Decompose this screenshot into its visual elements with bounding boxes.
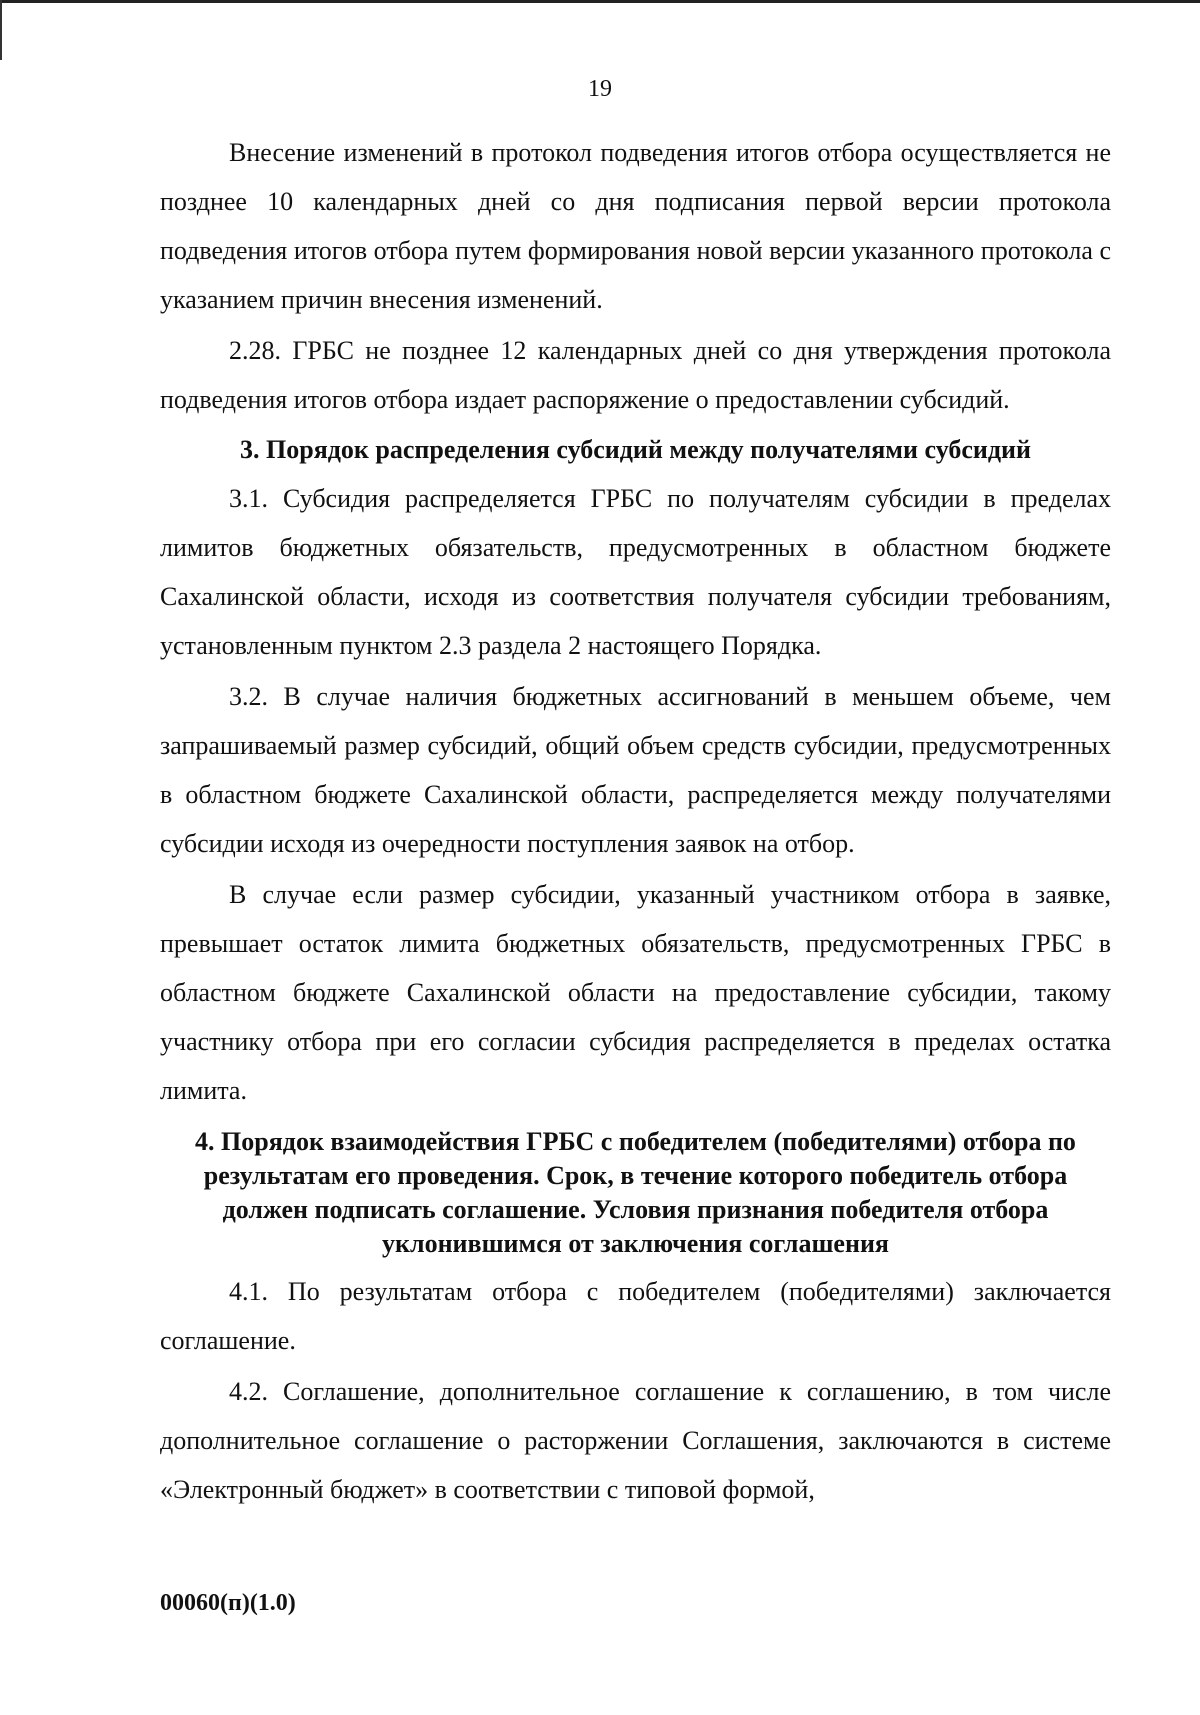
para-2-28: 2.28. ГРБС не позднее 12 календарных дней со дня утверждения протокола подведения итогов отбора издает распоряжение о предоставлении субсидий.	[160, 336, 1111, 414]
scan-edge-top	[0, 0, 1200, 3]
para-4-1: 4.1. По результатам отбора с победителем (победителями) заключается соглашение.	[160, 1277, 1111, 1355]
document-body	[160, 128, 1111, 1516]
page-number: 19	[588, 76, 612, 102]
para-3-2: 3.2. В случае наличия бюджетных ассигнований в меньшем объеме, чем запрашиваемый размер субсидий, общий объем средств субсидии, предусмотренных в областном бюджете Сахалинской области, распределяется между получателями субсидии исходя из очередности поступления заявок на отбор.	[160, 682, 1111, 858]
para-4-2: 4.2. Соглашение, дополнительное соглашение к соглашению, в том числе дополнительное соглашение о расторжении Соглашения, заключаются в системе «Электронный бюджет» в соответствии с типовой формой,	[160, 1377, 1111, 1504]
para-3-2-limit: В случае если размер субсидии, указанный участником отбора в заявке, превышает остаток лимита бюджетных обязательств, предусмотренных ГРБС в областном бюджете Сахалинской области на предоставление субсидии, такому участнику отбора при его согласии субсидия распределяется в пределах остатка лимита.	[160, 880, 1111, 1105]
heading-section-4: 4. Порядок взаимодействия ГРБС с победителем (победителями) отбора по результатам его проведения. Срок, в течение которого победитель отбора должен подписать соглашение. Условия признания победителя отбора уклонившимся от заключения соглашения	[195, 1127, 1076, 1258]
footer-document-code: 00060(п)(1.0)	[160, 1590, 296, 1616]
scan-edge-left	[0, 0, 2, 60]
para-protocol-changes: Внесение изменений в протокол подведения итогов отбора осуществляется не позднее 10 календарных дней со дня подписания первой версии протокола подведения итогов отбора путем формирования новой версии указанного протокола с указанием причин внесения изменений.	[160, 138, 1111, 314]
para-3-1: 3.1. Субсидия распределяется ГРБС по получателям субсидии в пределах лимитов бюджетных обязательств, предусмотренных в областном бюджете Сахалинской области, исходя из соответствия получателя субсидии требованиям, установленным пунктом 2.3 раздела 2 настоящего Порядка.	[160, 484, 1111, 660]
heading-section-3: 3. Порядок распределения субсидий между получателями субсидий	[240, 435, 1031, 464]
